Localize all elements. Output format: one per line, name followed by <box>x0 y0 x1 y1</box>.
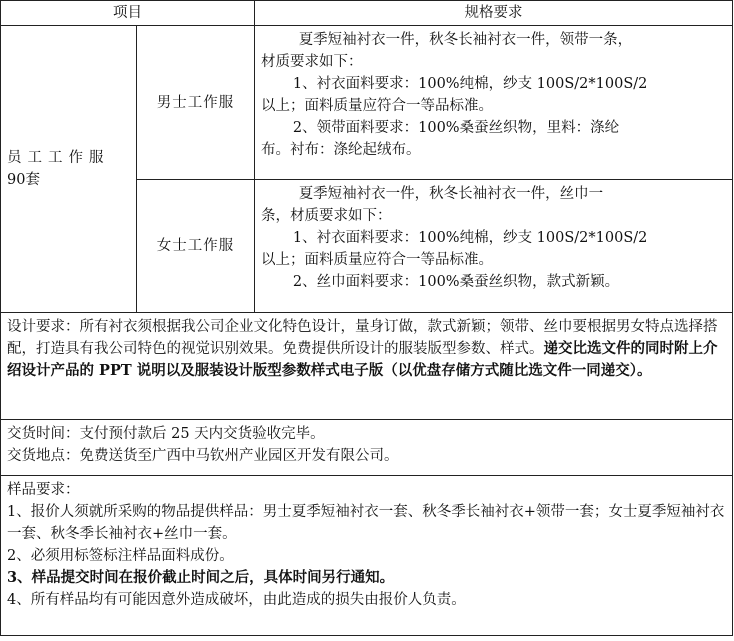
women-spec <box>255 180 733 313</box>
samples-row <box>1 476 733 636</box>
table-header-row <box>1 1 733 26</box>
samples-item-bold: 3、样品提交时间在报价截止时间之后，具体时间另行通知。 <box>7 569 395 586</box>
samples-item: 1、报价人须就所采购的物品提供样品：男士夏季短袖衬衣一套、秋冬季长袖衬衣+领带一套；女士夏季短袖衬衣一套、秋冬季长袖衬衣+丝巾一套。 <box>7 504 725 542</box>
delivery-row <box>1 420 733 476</box>
samples-title: 样品要求： <box>7 482 80 498</box>
header-item: 项目 <box>1 1 255 26</box>
women-spec-line: 夏季短袖衬衣一件，秋冬长袖衬衣一件，丝巾一 <box>298 186 604 202</box>
header-spec: 规格要求 <box>255 1 733 26</box>
men-spec <box>255 26 733 180</box>
sample-requirements <box>1 476 733 636</box>
design-text <box>7 316 726 382</box>
men-spec-line: 2、领带面料要求：100%桑蚕丝织物，里料：涤纶 <box>292 120 620 136</box>
men-spec-line: 以上；面料质量应符合一等品标准。 <box>261 98 493 114</box>
item-quantity: 90套 <box>7 172 40 188</box>
men-spec-line: 夏季短袖衬衣一件，秋冬长袖衬衣一件，领带一条， <box>298 32 633 48</box>
item-name: 员工工作服 <box>7 150 110 166</box>
women-spec-line: 1、衬衣面料要求：100%纯棉，纱支 100S/2*100S/2 <box>292 230 648 246</box>
women-uniform-label: 女士工作服 <box>137 180 255 313</box>
women-spec-line: 以上；面料质量应符合一等品标准。 <box>261 252 493 268</box>
men-spec-line: 1、衬衣面料要求：100%纯棉，纱支 100S/2*100S/2 <box>292 76 648 92</box>
design-bold-text: 递交比选文件的同时附上介绍设计产品的 PPT 说明以及服装设计版型参数样式电子版（以优盘存储方式随比选文件一同递交）。 <box>7 340 718 379</box>
men-uniform-label: 男士工作服 <box>137 26 255 180</box>
delivery-place: 交货地点：免费送货至广西中马钦州产业园区开发有限公司。 <box>7 448 399 464</box>
men-spec-line: 布。衬布：涤纶起绒布。 <box>261 142 421 158</box>
design-requirements <box>1 313 733 420</box>
delivery-time: 交货时间：支付预付款后 25 天内交货验收完毕。 <box>7 426 325 442</box>
men-row <box>1 26 733 180</box>
samples-item: 2、必须用标签标注样品面料成份。 <box>7 548 234 564</box>
design-normal-text: 设计要求：所有衬衣须根据我公司企业文化特色设计，量身订做，款式新颖；领带、丝巾要根据男女特点选择搭配，打造具有我公司特色的视觉识别效果。免费提供所设计的服装版型参数、样式。 <box>7 319 718 357</box>
men-spec-line: 材质要求如下： <box>261 54 363 70</box>
item-name-cell <box>1 26 137 313</box>
design-row <box>1 313 733 420</box>
delivery-info <box>1 420 733 476</box>
women-spec-line: 条，材质要求如下： <box>261 208 392 224</box>
women-spec-line: 2、丝巾面料要求：100%桑蚕丝织物，款式新颖。 <box>292 274 620 290</box>
samples-item: 4、所有样品均有可能因意外造成破坏，由此造成的损失由报价人负责。 <box>7 592 466 608</box>
